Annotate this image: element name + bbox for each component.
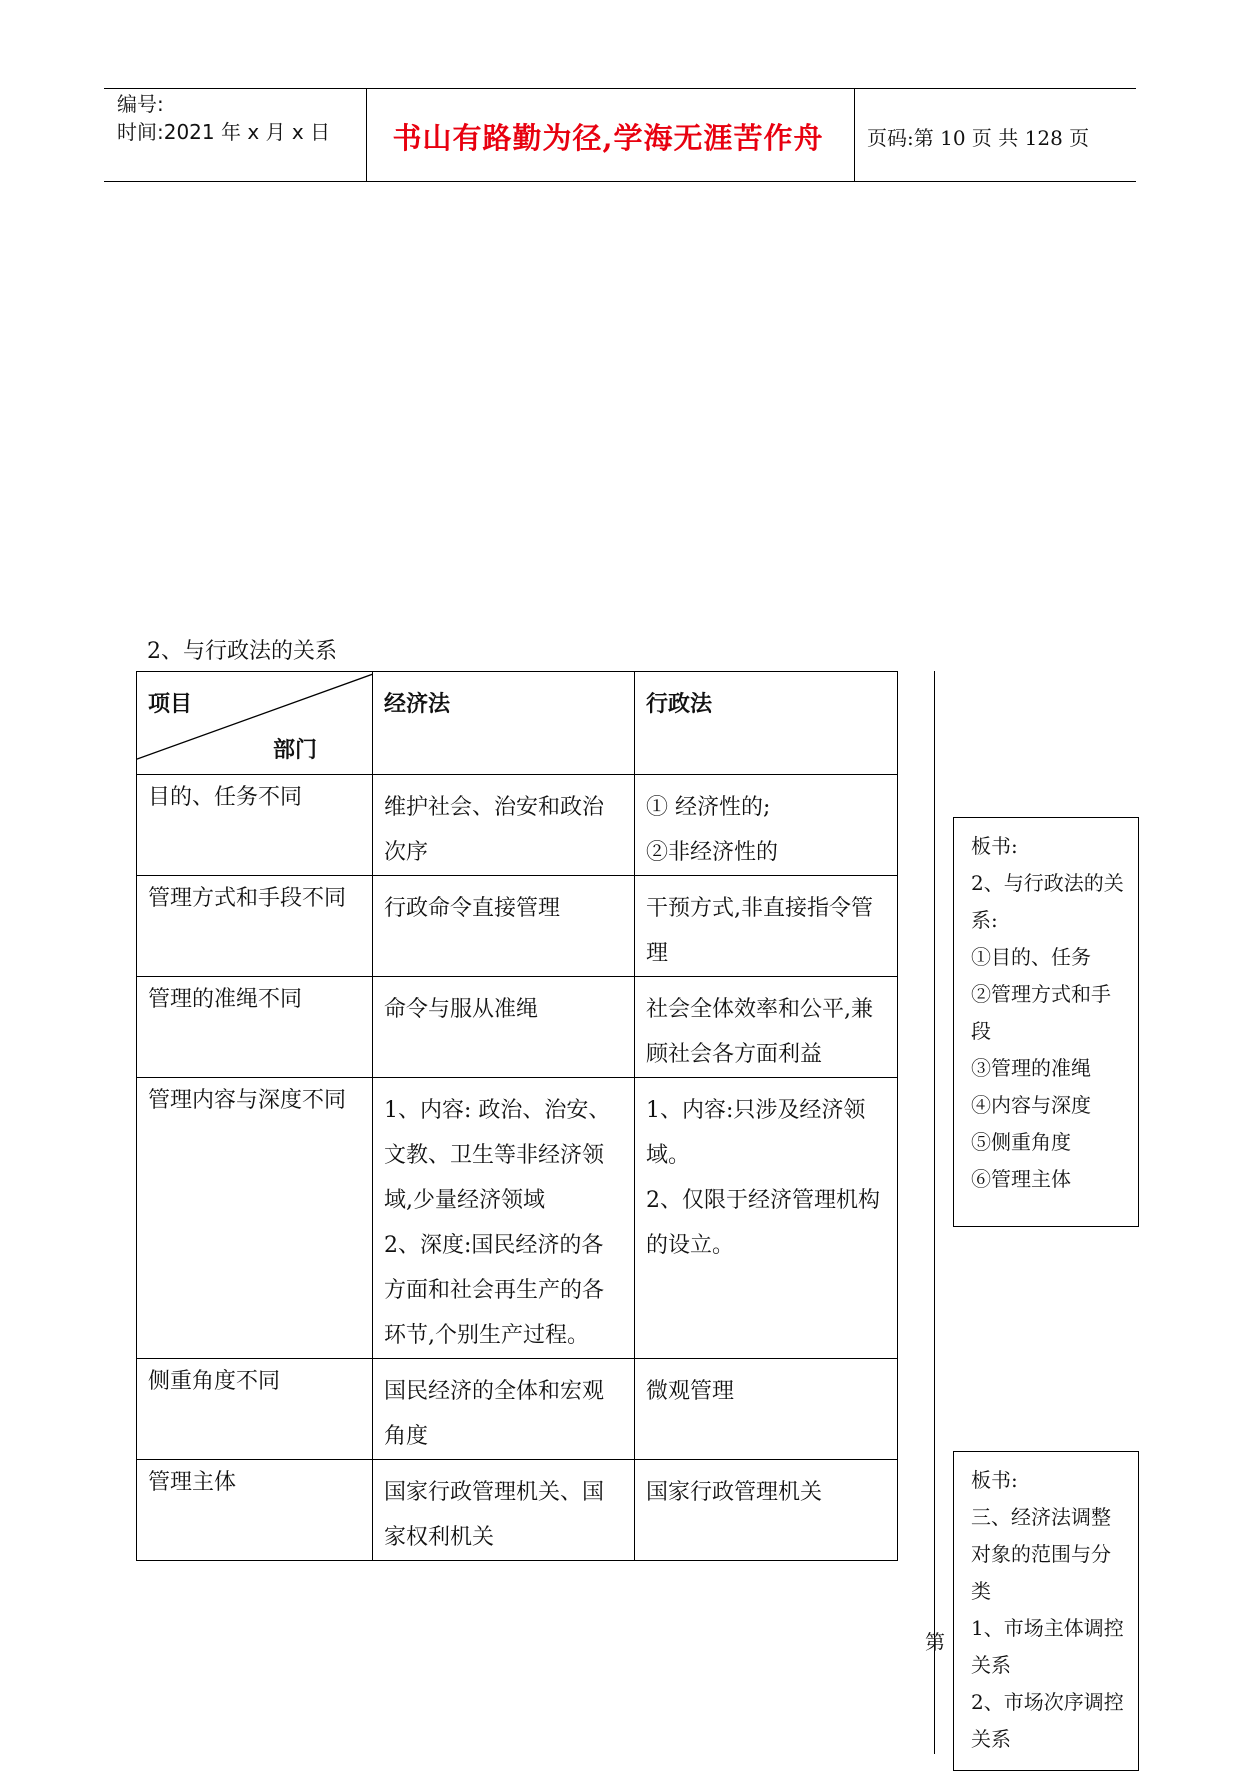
row-item-cell: 侧重角度不同 — [137, 1359, 373, 1460]
cell-line: 2、深度:国民经济的各方面和社会再生产的各环节,个别生产过程。 — [384, 1233, 605, 1348]
note-line: 对象的范围与分 — [971, 1542, 1111, 1566]
header-divider-right — [854, 88, 855, 181]
cell-line: 国家行政管理机关 — [646, 1480, 823, 1505]
row-item-cell: 管理内容与深度不同 — [137, 1078, 373, 1359]
note-line: ③管理的准绳 — [971, 1056, 1091, 1080]
row-item-cell: 管理的准绳不同 — [137, 977, 373, 1078]
header-item-label: 项目 — [148, 692, 193, 717]
table-row — [137, 876, 898, 977]
row-administrative-cell — [635, 775, 898, 876]
table-row — [137, 775, 898, 876]
note-line: 板书: — [971, 834, 1018, 858]
blackboard-notes-box-2 — [953, 1451, 1139, 1771]
margin-rule — [934, 671, 935, 1754]
cell-line: 干预方式,非直接指令管理 — [646, 896, 873, 966]
note-line: 板书: — [971, 1468, 1018, 1492]
note-line: ⑥管理主体 — [971, 1167, 1071, 1191]
note-line: 2、市场次序调控 — [971, 1690, 1124, 1714]
blackboard-notes-box-1 — [953, 817, 1139, 1227]
time-label: 时间:2021 年 x 月 x 日 — [117, 120, 331, 144]
row-item-cell: 管理方式和手段不同 — [137, 876, 373, 977]
table-row — [137, 1460, 898, 1561]
header-divider-left — [366, 88, 367, 181]
comparison-table — [136, 671, 898, 1561]
cell-line: 微观管理 — [646, 1379, 735, 1404]
cell-line: 1、内容: 政治、治安、文教、卫生等非经济领域,少量经济领域 — [384, 1098, 611, 1213]
cell-line: 2、仅限于经济管理机构的设立。 — [646, 1188, 880, 1258]
header-corner-cell — [137, 672, 373, 775]
cell-line: 社会全体效率和公平,兼顾社会各方面利益 — [646, 997, 873, 1067]
section-heading: 2、与行政法的关系 — [147, 639, 337, 664]
note-line: ④内容与深度 — [971, 1093, 1091, 1117]
margin-character: 第 — [925, 1630, 945, 1654]
page-number-label: 页码:第 10 页 共 128 页 — [867, 126, 1090, 150]
row-administrative-cell — [635, 1078, 898, 1359]
row-administrative-cell — [635, 1460, 898, 1561]
table-header-row — [137, 672, 898, 775]
row-administrative-cell — [635, 977, 898, 1078]
cell-line: 1、内容:只涉及经济领域。 — [646, 1098, 866, 1168]
row-administrative-cell — [635, 1359, 898, 1460]
header-top-rule — [104, 88, 1136, 89]
note-line: 1、市场主体调控 — [971, 1616, 1124, 1640]
note-line: 关系 — [971, 1727, 1011, 1751]
note-line: ②管理方式和手 — [971, 982, 1111, 1006]
note-line: 系: — [971, 908, 998, 932]
row-economic-cell: 国民经济的全体和宏观角度 — [373, 1359, 635, 1460]
header-economic-law: 经济法 — [373, 672, 635, 775]
row-economic-cell: 国家行政管理机关、国家权利机关 — [373, 1460, 635, 1561]
note-line: 类 — [971, 1579, 991, 1603]
serial-label: 编号: — [117, 92, 164, 116]
row-economic-cell — [373, 1078, 635, 1359]
header-motto: 书山有路勤为径,学海无涯苦作舟 — [392, 121, 824, 155]
note-line: 三、经济法调整 — [971, 1505, 1111, 1529]
table-row — [137, 1078, 898, 1359]
note-line: ⑤侧重角度 — [971, 1130, 1071, 1154]
note-line: 关系 — [971, 1653, 1011, 1677]
header-department-label: 部门 — [273, 738, 318, 763]
header-administrative-law: 行政法 — [635, 672, 898, 775]
cell-line: ① 经济性的; — [646, 795, 771, 820]
row-item-cell: 目的、任务不同 — [137, 775, 373, 876]
cell-line: ②非经济性的 — [646, 840, 779, 865]
note-line: ①目的、任务 — [971, 945, 1091, 969]
header-bottom-rule — [104, 181, 1136, 182]
row-administrative-cell — [635, 876, 898, 977]
table-row — [137, 1359, 898, 1460]
row-economic-cell: 行政命令直接管理 — [373, 876, 635, 977]
header-left-info — [117, 90, 330, 146]
row-item-cell: 管理主体 — [137, 1460, 373, 1561]
note-line: 2、与行政法的关 — [971, 871, 1124, 895]
row-economic-cell: 维护社会、治安和政治次序 — [373, 775, 635, 876]
note-line: 段 — [971, 1019, 991, 1043]
table-row — [137, 977, 898, 1078]
row-economic-cell: 命令与服从准绳 — [373, 977, 635, 1078]
